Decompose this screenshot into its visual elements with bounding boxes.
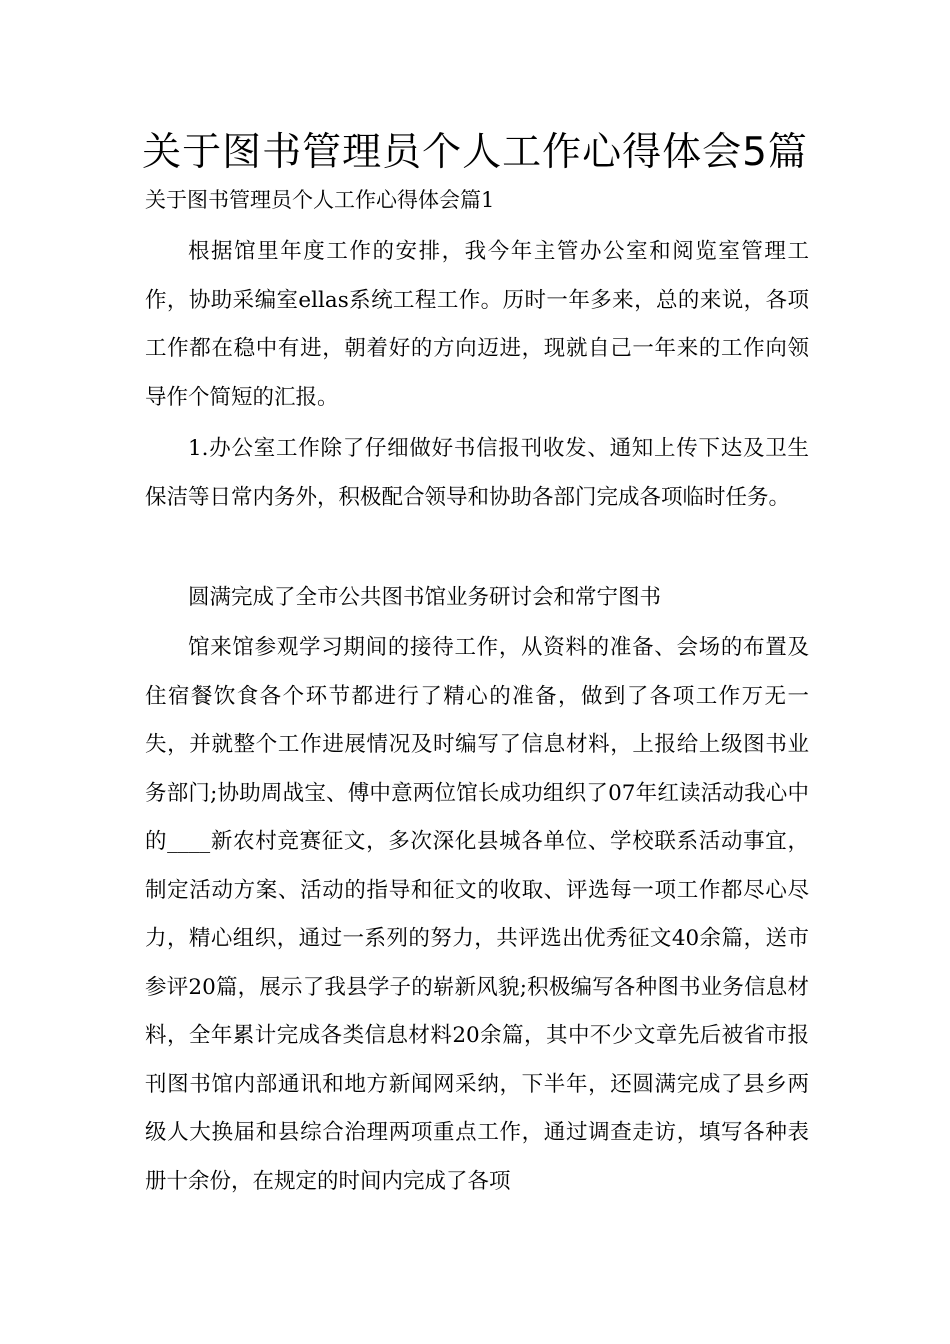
paragraph-1: 根据馆里年度工作的安排，我今年主管办公室和阅览室管理工作，协助采编室ellas系统工程工作。历时一年多来，总的来说，各项工作都在稳中有进，朝着好的方向迈进，现就自己一年来的工作向领导作个简短的汇报。	[145, 239, 809, 410]
document-title: 关于图书管理员个人工作心得体会5篇	[142, 130, 808, 175]
section-heading: 关于图书管理员个人工作心得体会篇1	[145, 188, 495, 212]
paragraph-4: 馆来馆参观学习期间的接待工作，从资料的准备、会场的布置及住宿餐饮食各个环节都进行了精心的准备，做到了各项工作万无一失，并就整个工作进展情况及时编写了信息材料，上报给上级图书业务部门;协助周战宝、傅中意两位馆长成功组织了07年红读活动我心中的____新农村竞赛征文，多次深化县城各单位、学校联系活动事宜，制定活动方案、活动的指导和征文的收取、评选每一项工作都尽心尽力，精心组织，通过一系列的努力，共评选出优秀征文40余篇，送市参评20篇，展示了我县学子的崭新风貌;积极编写各种图书业务信息材料，全年累计完成各类信息材料20余篇，其中不少文章先后被省市报刊图书馆内部通讯和地方新闻网采纳，下半年，还圆满完成了县乡两级人大换届和县综合治理两项重点工作，通过调查走访，填写各种表册十余份，在规定的时间内完成了各项	[145, 635, 809, 1194]
paragraph-3: 圆满完成了全市公共图书馆业务研讨会和常宁图书	[188, 585, 662, 610]
paragraph-2: 1.办公室工作除了仔细做好书信报刊收发、通知上传下达及卫生保洁等日常内务外，积极配合领导和协助各部门完成各项临时任务。	[145, 436, 809, 510]
